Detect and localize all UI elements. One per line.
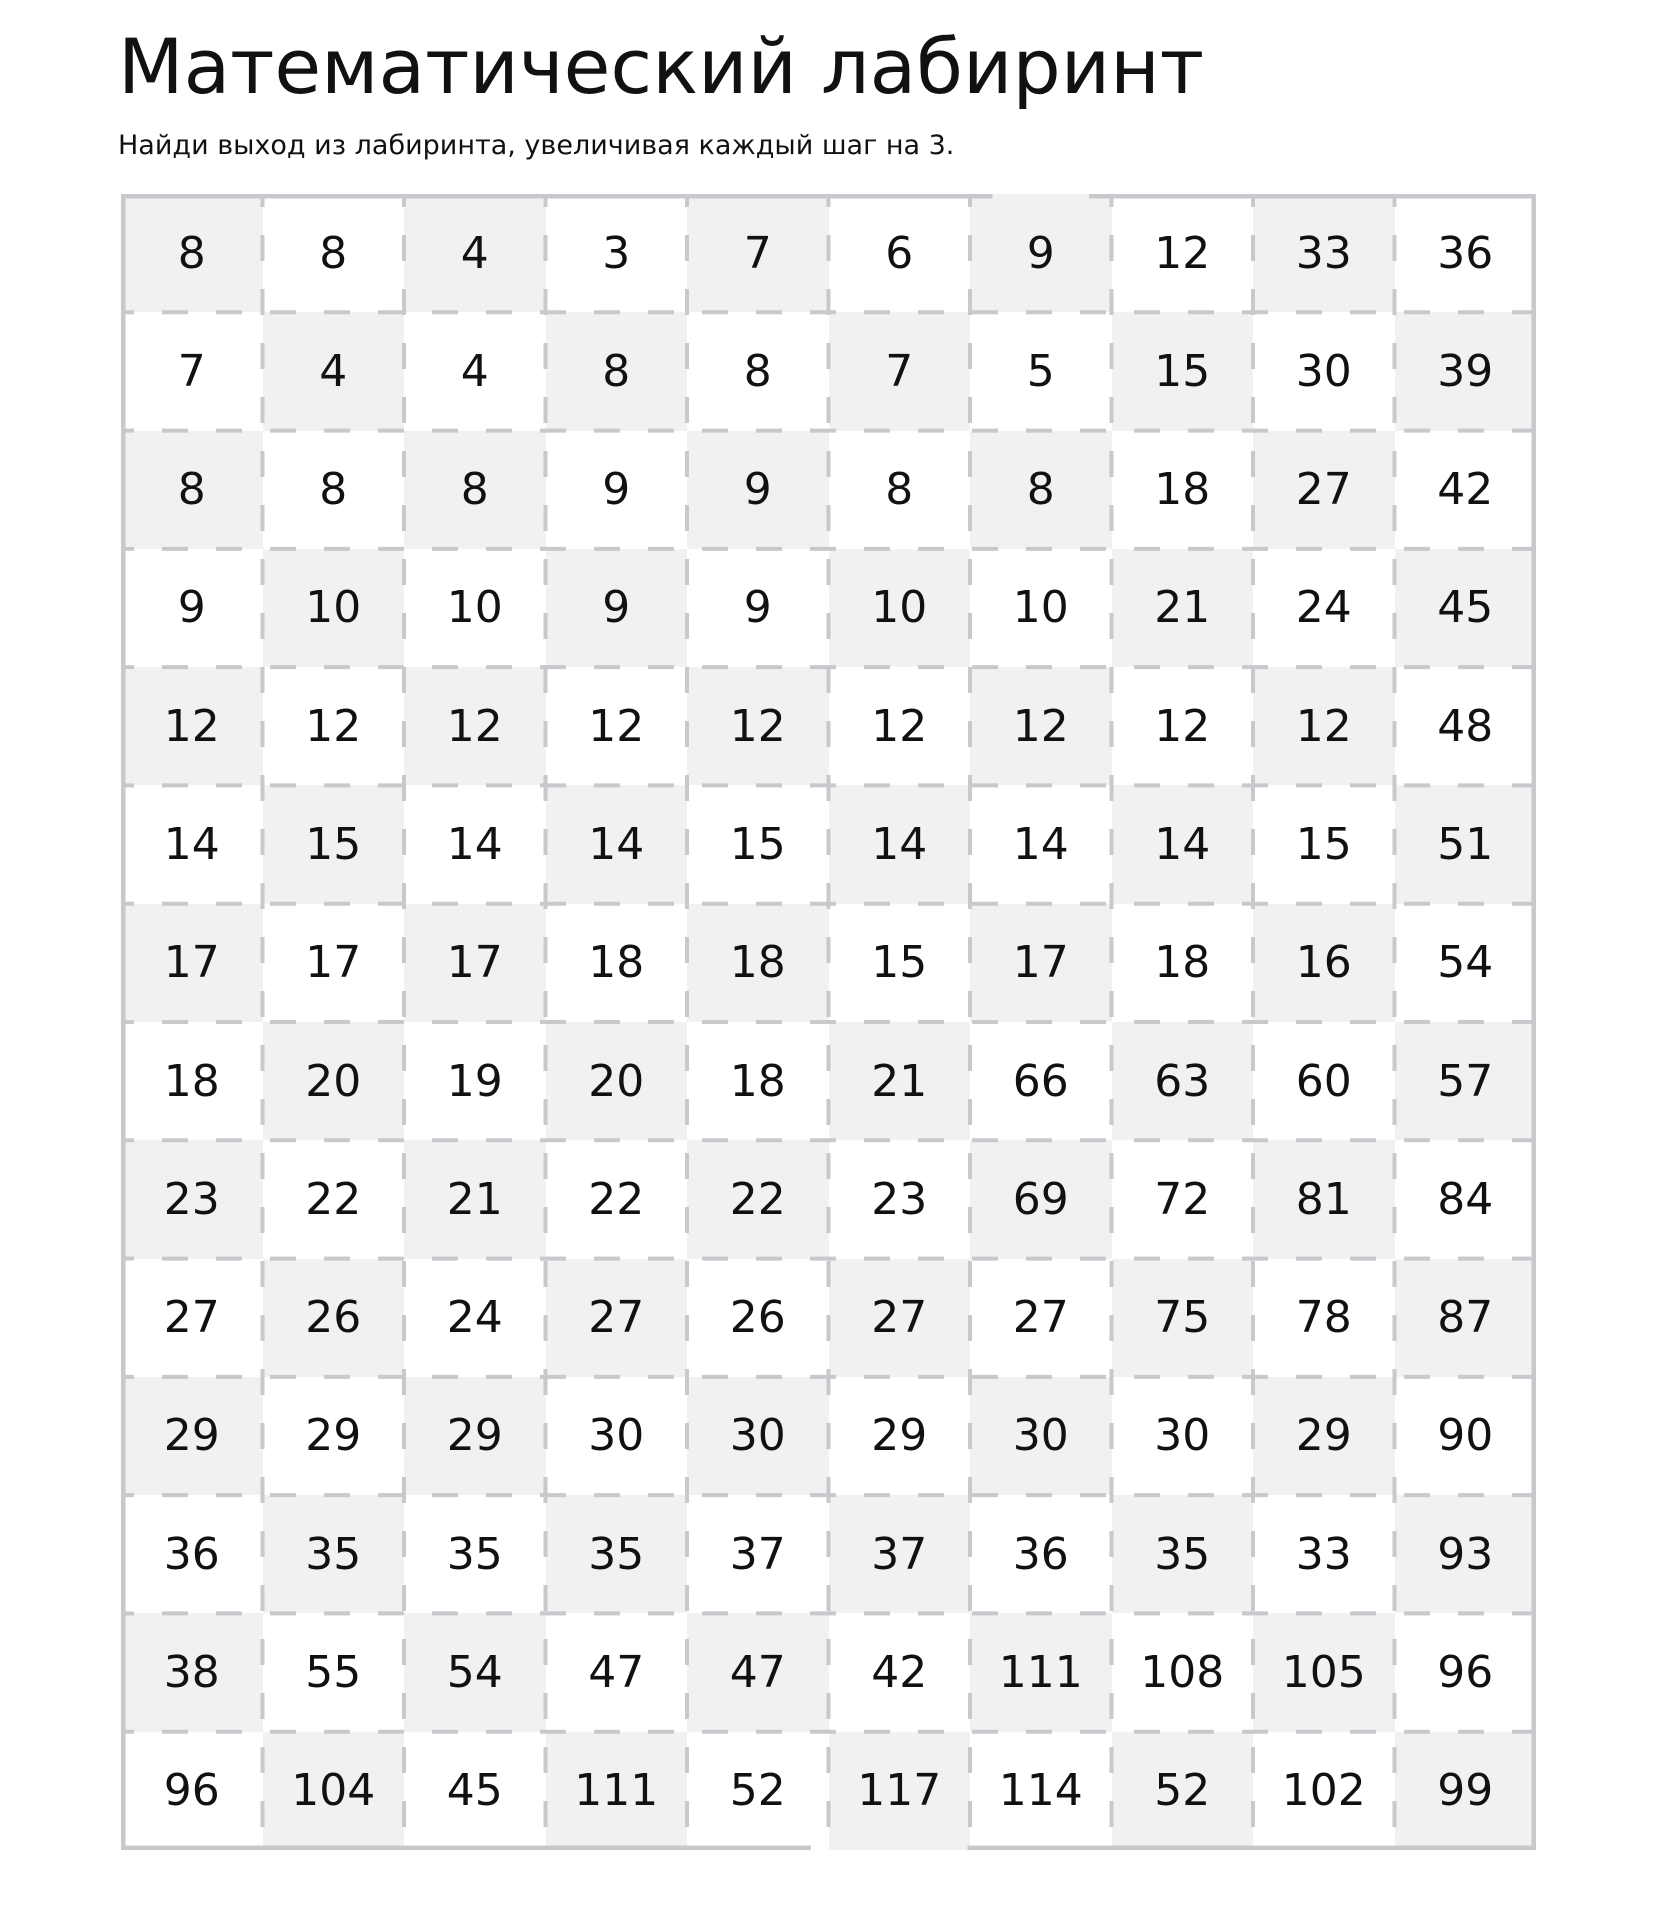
instructions: Найди выход из лабиринта, увеличивая каждый шаг на 3. bbox=[118, 130, 955, 161]
maze-cell[interactable]: 8 bbox=[885, 464, 914, 516]
maze-cell[interactable]: 12 bbox=[1154, 227, 1211, 279]
maze-cell[interactable]: 8 bbox=[121, 194, 263, 312]
maze-cell[interactable]: 87 bbox=[1395, 1259, 1537, 1377]
maze-cell[interactable]: 35 bbox=[1112, 1495, 1254, 1613]
maze-cell[interactable]: 14 bbox=[546, 785, 688, 903]
maze-cell[interactable]: 14 bbox=[1012, 819, 1069, 871]
maze-grid bbox=[121, 194, 1536, 1850]
maze-cell[interactable]: 12 bbox=[305, 700, 362, 752]
maze-cell[interactable]: 12 bbox=[1154, 700, 1211, 752]
maze-cell[interactable]: 60 bbox=[1295, 1055, 1352, 1107]
maze-cell[interactable]: 17 bbox=[305, 937, 362, 989]
maze-cell[interactable]: 9 bbox=[177, 582, 206, 634]
maze-cell[interactable]: 105 bbox=[1253, 1613, 1395, 1731]
maze-cell[interactable]: 12 bbox=[588, 700, 645, 752]
maze-cell[interactable]: 7 bbox=[687, 194, 829, 312]
maze-cell[interactable]: 18 bbox=[1154, 937, 1211, 989]
maze-cell[interactable]: 8 bbox=[404, 431, 546, 549]
maze-cell[interactable]: 17 bbox=[121, 904, 263, 1022]
maze-cell[interactable]: 10 bbox=[829, 549, 971, 667]
maze-cell[interactable]: 15 bbox=[263, 785, 405, 903]
maze-cell[interactable]: 114 bbox=[998, 1765, 1083, 1817]
maze-cell[interactable]: 35 bbox=[446, 1528, 503, 1580]
maze-cell[interactable]: 14 bbox=[829, 785, 971, 903]
maze-cell[interactable]: 9 bbox=[970, 194, 1112, 312]
maze-cell[interactable]: 4 bbox=[460, 345, 489, 397]
maze-cell[interactable]: 4 bbox=[404, 194, 546, 312]
maze-cell[interactable]: 24 bbox=[446, 1292, 503, 1344]
maze-cell[interactable]: 45 bbox=[446, 1765, 503, 1817]
maze-cell[interactable]: 3 bbox=[602, 227, 631, 279]
maze-cell[interactable]: 35 bbox=[546, 1495, 688, 1613]
maze-cell[interactable]: 27 bbox=[1253, 431, 1395, 549]
maze-cell[interactable]: 29 bbox=[121, 1377, 263, 1495]
maze-cell[interactable]: 20 bbox=[546, 1022, 688, 1140]
maze-cell[interactable]: 18 bbox=[729, 1055, 786, 1107]
maze-cell[interactable]: 38 bbox=[121, 1613, 263, 1731]
maze-cell[interactable]: 22 bbox=[588, 1173, 645, 1225]
maze-cell[interactable]: 36 bbox=[1012, 1528, 1069, 1580]
maze-cell[interactable]: 14 bbox=[446, 819, 503, 871]
maze-cell[interactable]: 9 bbox=[743, 582, 772, 634]
maze-cell[interactable]: 54 bbox=[404, 1613, 546, 1731]
maze-cell[interactable]: 29 bbox=[305, 1410, 362, 1462]
maze-cell[interactable]: 18 bbox=[588, 937, 645, 989]
maze-cell[interactable]: 15 bbox=[1112, 312, 1254, 430]
maze-cell[interactable]: 8 bbox=[319, 464, 348, 516]
maze-cell[interactable]: 47 bbox=[687, 1613, 829, 1731]
maze-cell[interactable]: 39 bbox=[1395, 312, 1537, 430]
maze-cell[interactable]: 99 bbox=[1395, 1732, 1537, 1850]
maze-cell[interactable]: 93 bbox=[1395, 1495, 1537, 1613]
maze-cell[interactable]: 8 bbox=[743, 345, 772, 397]
maze-cell[interactable]: 30 bbox=[1154, 1410, 1211, 1462]
maze-cell[interactable]: 8 bbox=[319, 227, 348, 279]
maze-cell[interactable]: 22 bbox=[305, 1173, 362, 1225]
maze-cell[interactable]: 78 bbox=[1295, 1292, 1352, 1344]
maze-cell[interactable]: 14 bbox=[163, 819, 220, 871]
maze bbox=[121, 194, 1536, 1850]
maze-cell[interactable]: 42 bbox=[1437, 464, 1494, 516]
maze-cell[interactable]: 90 bbox=[1437, 1410, 1494, 1462]
maze-cell[interactable]: 29 bbox=[871, 1410, 928, 1462]
maze-cell[interactable]: 96 bbox=[163, 1765, 220, 1817]
maze-cell[interactable]: 15 bbox=[1295, 819, 1352, 871]
maze-cell[interactable]: 12 bbox=[687, 667, 829, 785]
maze-cell[interactable]: 5 bbox=[1026, 345, 1055, 397]
maze-cell[interactable]: 111 bbox=[970, 1613, 1112, 1731]
maze-cell[interactable]: 30 bbox=[588, 1410, 645, 1462]
maze-cell[interactable]: 6 bbox=[885, 227, 914, 279]
maze-cell[interactable]: 72 bbox=[1154, 1173, 1211, 1225]
maze-cell[interactable]: 10 bbox=[263, 549, 405, 667]
maze-cell[interactable]: 33 bbox=[1253, 194, 1395, 312]
maze-cell[interactable]: 29 bbox=[1253, 1377, 1395, 1495]
maze-cell[interactable]: 117 bbox=[829, 1732, 971, 1850]
maze-cell[interactable]: 10 bbox=[1012, 582, 1069, 634]
maze-cell[interactable]: 111 bbox=[546, 1732, 688, 1850]
maze-cell[interactable]: 63 bbox=[1112, 1022, 1254, 1140]
maze-cell[interactable]: 18 bbox=[1154, 464, 1211, 516]
maze-cell[interactable]: 20 bbox=[263, 1022, 405, 1140]
maze-cell[interactable]: 108 bbox=[1140, 1647, 1225, 1699]
maze-cell[interactable]: 12 bbox=[121, 667, 263, 785]
maze-cell[interactable]: 16 bbox=[1253, 904, 1395, 1022]
maze-cell[interactable]: 8 bbox=[546, 312, 688, 430]
page-title: Математический лабиринт bbox=[118, 22, 1205, 111]
maze-cell[interactable]: 21 bbox=[1112, 549, 1254, 667]
maze-cell[interactable]: 26 bbox=[263, 1259, 405, 1377]
maze-cell[interactable]: 54 bbox=[1437, 937, 1494, 989]
maze-cell[interactable]: 104 bbox=[263, 1732, 405, 1850]
maze-cell[interactable]: 24 bbox=[1295, 582, 1352, 634]
maze-cell[interactable]: 4 bbox=[263, 312, 405, 430]
maze-cell[interactable]: 37 bbox=[829, 1495, 971, 1613]
maze-cell[interactable]: 27 bbox=[546, 1259, 688, 1377]
maze-cell[interactable]: 47 bbox=[588, 1647, 645, 1699]
maze-cell[interactable]: 23 bbox=[871, 1173, 928, 1225]
maze-cell[interactable]: 18 bbox=[687, 904, 829, 1022]
maze-cell[interactable]: 9 bbox=[687, 431, 829, 549]
maze-cell[interactable]: 69 bbox=[970, 1140, 1112, 1258]
maze-cell[interactable]: 12 bbox=[1253, 667, 1395, 785]
maze-cell[interactable]: 102 bbox=[1281, 1765, 1366, 1817]
maze-cell[interactable]: 21 bbox=[829, 1022, 971, 1140]
maze-cell[interactable]: 55 bbox=[305, 1647, 362, 1699]
maze-cell[interactable]: 52 bbox=[729, 1765, 786, 1817]
maze-cell[interactable]: 26 bbox=[729, 1292, 786, 1344]
maze-cell[interactable]: 10 bbox=[446, 582, 503, 634]
maze-cell[interactable]: 22 bbox=[687, 1140, 829, 1258]
maze-cell[interactable]: 15 bbox=[729, 819, 786, 871]
maze-cell[interactable]: 7 bbox=[829, 312, 971, 430]
maze-cell[interactable]: 18 bbox=[163, 1055, 220, 1107]
maze-cell[interactable]: 81 bbox=[1253, 1140, 1395, 1258]
maze-cell[interactable]: 37 bbox=[729, 1528, 786, 1580]
maze-cell[interactable]: 21 bbox=[404, 1140, 546, 1258]
maze-cell[interactable]: 36 bbox=[163, 1528, 220, 1580]
maze-cell[interactable]: 12 bbox=[970, 667, 1112, 785]
maze-cell[interactable]: 12 bbox=[871, 700, 928, 752]
maze-cell[interactable]: 27 bbox=[1012, 1292, 1069, 1344]
maze-cell[interactable]: 30 bbox=[687, 1377, 829, 1495]
maze-cell[interactable]: 35 bbox=[263, 1495, 405, 1613]
maze-cell[interactable]: 30 bbox=[1295, 345, 1352, 397]
maze-cell[interactable]: 14 bbox=[1112, 785, 1254, 903]
maze-cell[interactable]: 17 bbox=[970, 904, 1112, 1022]
maze-cell[interactable]: 36 bbox=[1437, 227, 1494, 279]
maze-cell[interactable]: 19 bbox=[446, 1055, 503, 1107]
maze-cell[interactable]: 51 bbox=[1395, 785, 1537, 903]
maze-cell[interactable]: 52 bbox=[1112, 1732, 1254, 1850]
maze-cell[interactable]: 45 bbox=[1395, 549, 1537, 667]
maze-cell[interactable]: 66 bbox=[1012, 1055, 1069, 1107]
maze-cell[interactable]: 17 bbox=[404, 904, 546, 1022]
maze-cell[interactable]: 27 bbox=[163, 1292, 220, 1344]
maze-cell[interactable]: 96 bbox=[1437, 1647, 1494, 1699]
maze-cell[interactable]: 15 bbox=[871, 937, 928, 989]
maze-cell[interactable]: 29 bbox=[404, 1377, 546, 1495]
maze-cell[interactable]: 33 bbox=[1295, 1528, 1352, 1580]
maze-cell[interactable]: 75 bbox=[1112, 1259, 1254, 1377]
maze-cell[interactable]: 42 bbox=[871, 1647, 928, 1699]
maze-cell[interactable]: 8 bbox=[970, 431, 1112, 549]
maze-cell[interactable]: 48 bbox=[1437, 700, 1494, 752]
maze-cell[interactable]: 7 bbox=[177, 345, 206, 397]
maze-cell[interactable]: 57 bbox=[1395, 1022, 1537, 1140]
maze-cell[interactable]: 27 bbox=[829, 1259, 971, 1377]
maze-cell[interactable]: 30 bbox=[970, 1377, 1112, 1495]
maze-cell[interactable]: 23 bbox=[121, 1140, 263, 1258]
maze-cell[interactable]: 12 bbox=[404, 667, 546, 785]
maze-cell[interactable]: 9 bbox=[546, 549, 688, 667]
maze-cell[interactable]: 84 bbox=[1437, 1173, 1494, 1225]
maze-cell[interactable]: 9 bbox=[602, 464, 631, 516]
maze-cell[interactable]: 8 bbox=[121, 431, 263, 549]
